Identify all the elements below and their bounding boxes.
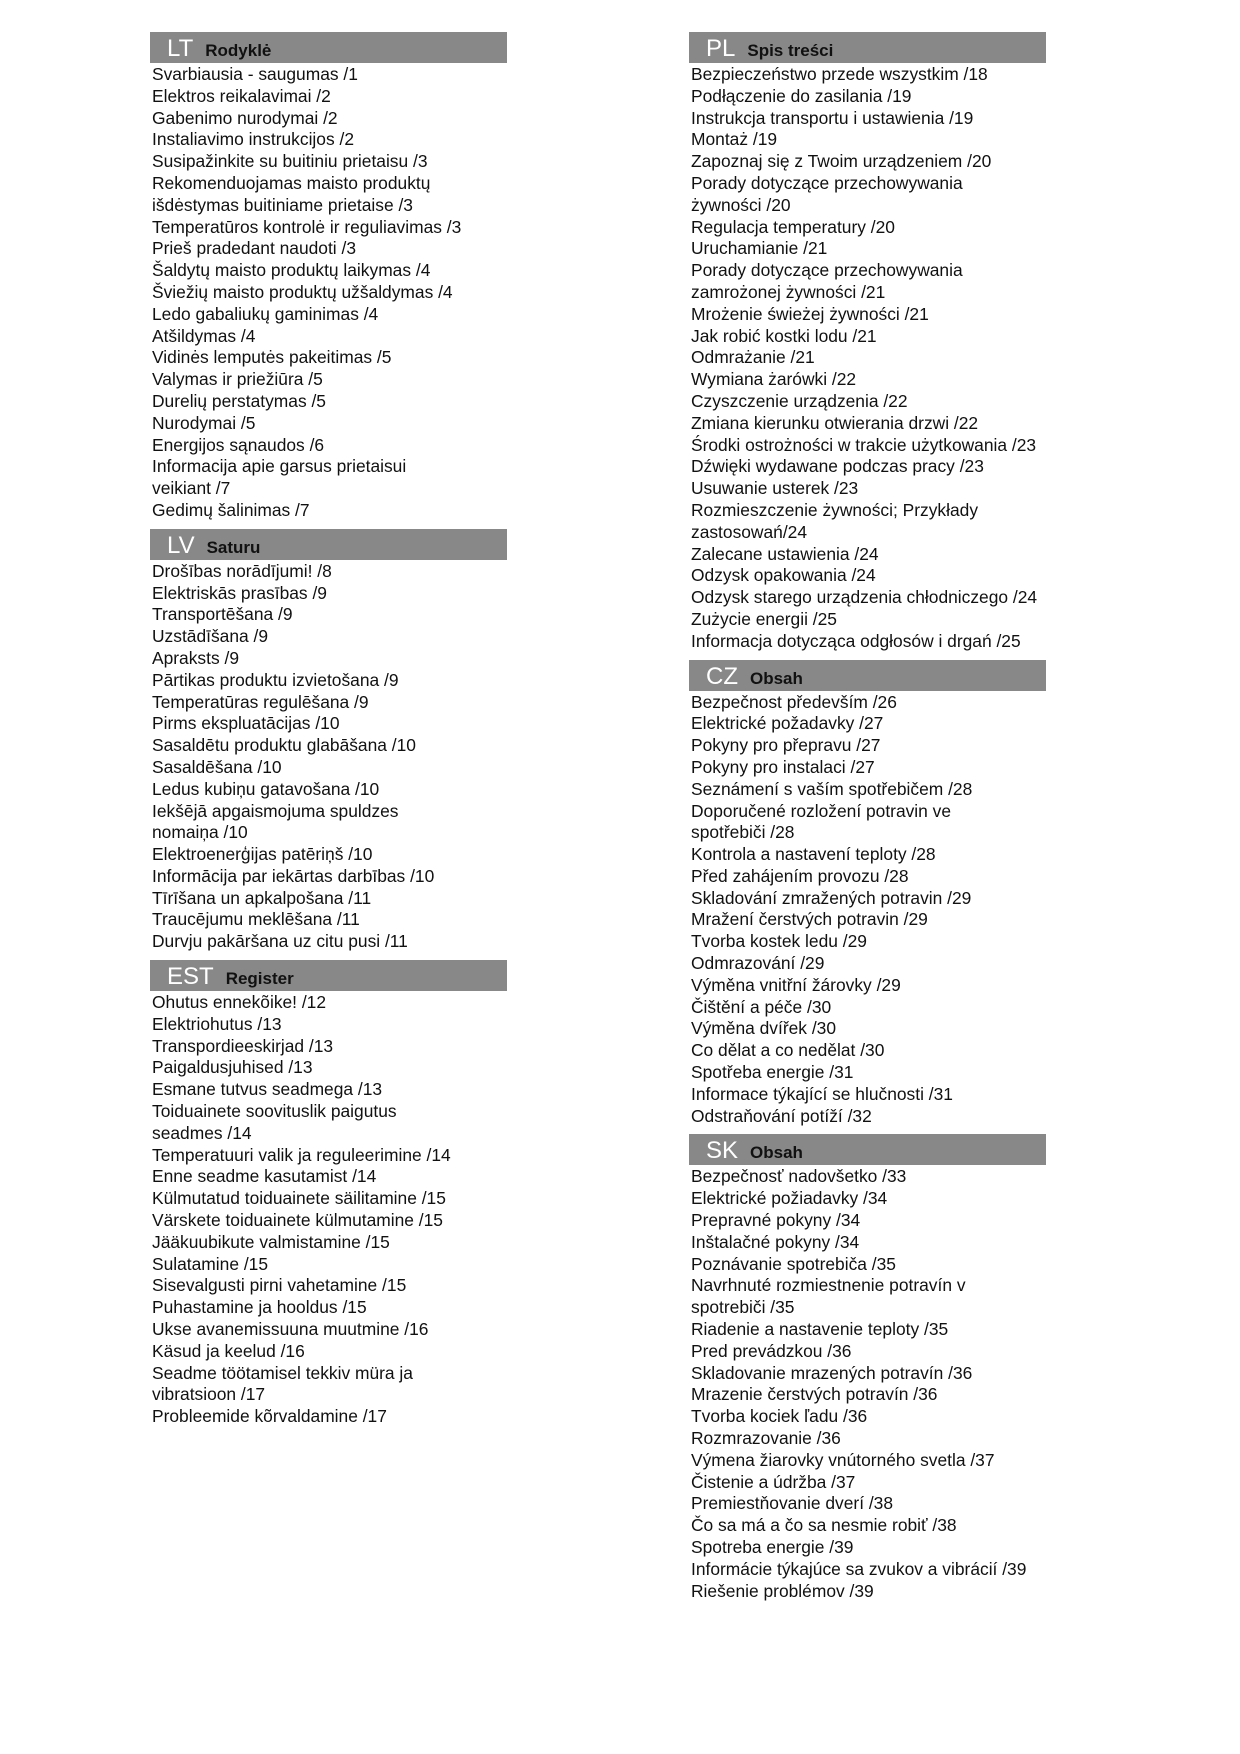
toc-entry: Rozmieszczenie żywności; Przykłady bbox=[691, 499, 979, 520]
toc-entry: Uruchamianie /21 bbox=[691, 238, 828, 259]
toc-entry: Transportēšana /9 bbox=[152, 604, 293, 625]
toc-entry: Elektrické požiadavky /34 bbox=[691, 1188, 888, 1209]
toc-entry: Puhastamine ja hooldus /15 bbox=[152, 1297, 367, 1318]
toc-entry: Prepravné pokyny /34 bbox=[691, 1210, 861, 1231]
toc-entry: Pokyny pro přepravu /27 bbox=[691, 735, 881, 756]
toc-entry: Riadenie a nastavenie teploty /35 bbox=[691, 1319, 949, 1340]
toc-entry: Esmane tutvus seadmega /13 bbox=[152, 1079, 383, 1100]
toc-section-lv bbox=[150, 529, 570, 953]
toc-entry: żywności /20 bbox=[691, 194, 791, 215]
toc-entry: Atšildymas /4 bbox=[152, 325, 256, 346]
toc-entry: Montaż /19 bbox=[691, 129, 778, 150]
toc-entry: nomaiņa /10 bbox=[152, 822, 248, 843]
toc-entry: Toiduainete soovituslik paigutus bbox=[152, 1101, 397, 1122]
toc-section-pl bbox=[689, 32, 1109, 653]
toc-entry: zastosowań/24 bbox=[691, 521, 808, 542]
toc-entry: Elektriohutus /13 bbox=[152, 1013, 282, 1034]
toc-entry: Seznámení s vaším spotřebičem /28 bbox=[691, 778, 973, 799]
toc-entry: Probleemide kõrvaldamine /17 bbox=[152, 1406, 387, 1427]
toc-entry: Usuwanie usterek /23 bbox=[691, 478, 859, 499]
right-column bbox=[689, 32, 1109, 1602]
section-title: Register bbox=[225, 969, 294, 989]
toc-entry: Bezpečnost především /26 bbox=[691, 691, 897, 712]
toc-entry: Czyszczenie urządzenia /22 bbox=[691, 390, 908, 411]
toc-entry: Pirms ekspluatācijas /10 bbox=[152, 713, 340, 734]
toc-entry: Prieš pradedant naudoti /3 bbox=[152, 238, 357, 259]
toc-entry: Výměna dvířek /30 bbox=[691, 1018, 836, 1039]
toc-entry: Spotreba energie /39 bbox=[691, 1537, 854, 1557]
toc-entry: Susipažinkite su buitiniu prietaisu /3 bbox=[152, 151, 428, 172]
section-header bbox=[150, 32, 507, 63]
section-header bbox=[689, 32, 1046, 63]
toc-section-est bbox=[150, 960, 570, 1428]
toc-entry: Wymiana żarówki /22 bbox=[691, 369, 857, 390]
toc-entry: Pokyny pro instalaci /27 bbox=[691, 756, 875, 777]
toc-entry: Odzysk starego urządzenia chłodniczego /24 bbox=[691, 587, 1038, 608]
toc-entry: išdėstymas buitiniame prietaise /3 bbox=[152, 194, 413, 215]
toc-entry: Nurodymai /5 bbox=[152, 412, 256, 433]
language-code: EST bbox=[167, 963, 214, 991]
toc-entry: Uzstādīšana /9 bbox=[152, 626, 269, 647]
toc-entry: Energijos sąnaudos /6 bbox=[152, 434, 325, 455]
toc-entry: Bezpieczeństwo przede wszystkim /18 bbox=[691, 64, 988, 84]
language-code: PL bbox=[706, 35, 736, 62]
toc-entry: Odmrazování /29 bbox=[691, 953, 825, 974]
toc-entry: Elektroenerģijas patēriņš /10 bbox=[152, 844, 373, 865]
toc-entry: Elektrické požadavky /27 bbox=[691, 713, 884, 734]
toc-entry: Podłączenie do zasilania /19 bbox=[691, 85, 912, 106]
toc-entry: Co dělat a co nedělat /30 bbox=[691, 1040, 885, 1061]
toc-entry: Dźwięki wydawane podczas pracy /23 bbox=[691, 456, 984, 477]
toc-entry: Čo sa má a čo sa nesmie robiť /38 bbox=[691, 1515, 957, 1536]
toc-entry: Ledo gabaliukų gaminimas /4 bbox=[152, 303, 379, 324]
section-title: Spis treści bbox=[747, 41, 834, 60]
left-column bbox=[150, 32, 570, 1428]
toc-entry: Pred prevádzkou /36 bbox=[691, 1340, 852, 1361]
section-title: Saturu bbox=[206, 537, 261, 557]
toc-entry: Valymas ir priežiūra /5 bbox=[152, 369, 323, 390]
toc-entry: Mrożenie świeżej żywności /21 bbox=[691, 303, 929, 324]
toc-entry: Tvorba kociek ľadu /36 bbox=[691, 1406, 868, 1427]
section-title: Rodyklė bbox=[205, 41, 272, 60]
toc-entry: Navrhnuté rozmiestnenie potravín v bbox=[691, 1275, 966, 1296]
toc-entry: Rozmrazovanie /36 bbox=[691, 1428, 841, 1449]
toc-entry: Tīrīšana un apkalpošana /11 bbox=[152, 887, 372, 908]
toc-entry: Temperatuuri valik ja reguleerimine /14 bbox=[152, 1144, 451, 1165]
section-header bbox=[689, 1134, 1046, 1165]
section-header bbox=[150, 960, 507, 991]
toc-entry: Temperatūros kontrolė ir reguliavimas /3 bbox=[152, 216, 462, 237]
toc-list bbox=[150, 64, 570, 522]
toc-entry: Transpordieeskirjad /13 bbox=[152, 1035, 334, 1056]
toc-entry: Zużycie energii /25 bbox=[691, 608, 837, 629]
language-code: SK bbox=[706, 1137, 739, 1165]
toc-entry: Svarbiausia - saugumas /1 bbox=[152, 64, 358, 84]
toc-entry: Výmena žiarovky vnútorného svetla /37 bbox=[691, 1449, 995, 1470]
section-title: Obsah bbox=[750, 668, 803, 688]
section-title: Obsah bbox=[750, 1143, 803, 1163]
toc-entry: Premiestňovanie dverí /38 bbox=[691, 1493, 894, 1514]
toc-section-lt bbox=[150, 32, 570, 522]
toc-entry: Čistenie a údržba /37 bbox=[691, 1471, 856, 1492]
toc-entry: Rekomenduojamas maisto produktų bbox=[152, 172, 431, 193]
toc-entry: Külmutatud toiduainete säilitamine /15 bbox=[152, 1188, 446, 1209]
toc-entry: Zapoznaj się z Twoim urządzeniem /20 bbox=[691, 151, 992, 172]
toc-entry: Jak robić kostki lodu /21 bbox=[691, 325, 877, 346]
toc-list bbox=[689, 64, 1109, 653]
language-code: LT bbox=[167, 35, 194, 62]
toc-entry: Ukse avanemissuuna muutmine /16 bbox=[152, 1319, 429, 1340]
toc-entry: Odstraňování potíží /32 bbox=[691, 1105, 872, 1126]
toc-entry: Zalecane ustawienia /24 bbox=[691, 543, 879, 564]
toc-entry: Gedimų šalinimas /7 bbox=[152, 499, 310, 520]
toc-entry: Elektros reikalavimai /2 bbox=[152, 85, 331, 106]
toc-entry: Regulacja temperatury /20 bbox=[691, 216, 895, 237]
toc-entry: Výměna vnitřní žárovky /29 bbox=[691, 974, 901, 995]
language-code: LV bbox=[167, 531, 195, 559]
toc-entry: spotřebiči /28 bbox=[691, 822, 795, 843]
toc-entry: Sulatamine /15 bbox=[152, 1253, 269, 1274]
toc-section-cz bbox=[689, 660, 1109, 1128]
toc-entry: Ohutus ennekõike! /12 bbox=[152, 992, 327, 1013]
toc-entry: Apraksts /9 bbox=[152, 647, 239, 668]
toc-entry: seadmes /14 bbox=[152, 1122, 252, 1143]
toc-entry: Inštalačné pokyny /34 bbox=[691, 1231, 860, 1252]
toc-entry: Sasaldētu produktu glabāšana /10 bbox=[152, 735, 416, 756]
toc-entry: Riešenie problémov /39 bbox=[691, 1580, 874, 1601]
language-code: CZ bbox=[706, 662, 738, 690]
toc-list bbox=[150, 561, 570, 953]
toc-list bbox=[689, 692, 1109, 1128]
toc-entry: Temperatūras regulēšana /9 bbox=[152, 691, 369, 712]
toc-entry: Skladovanie mrazených potravín /36 bbox=[691, 1362, 973, 1383]
toc-entry: Informācija par iekārtas darbības /10 bbox=[152, 865, 435, 886]
toc-entry: Kontrola a nastavení teploty /28 bbox=[691, 844, 936, 865]
toc-section-sk bbox=[689, 1134, 1109, 1602]
toc-list bbox=[689, 1166, 1109, 1602]
toc-entry: Mražení čerstvých potravin /29 bbox=[691, 909, 928, 930]
section-header bbox=[150, 529, 507, 560]
toc-entry: Enne seadme kasutamist /14 bbox=[152, 1166, 377, 1187]
toc-entry: Informacja dotycząca odgłosów i drgań /25 bbox=[691, 630, 1021, 651]
toc-entry: Porady dotyczące przechowywania bbox=[691, 172, 963, 193]
toc-entry: Tvorba kostek ledu /29 bbox=[691, 931, 867, 952]
toc-entry: veikiant /7 bbox=[152, 478, 231, 499]
toc-entry: Informacija apie garsus prietaisui bbox=[152, 456, 407, 477]
section-header bbox=[689, 660, 1046, 691]
toc-entry: Odzysk opakowania /24 bbox=[691, 565, 876, 586]
toc-entry: Instaliavimo instrukcijos /2 bbox=[152, 129, 354, 150]
toc-entry: Šviežių maisto produktų užšaldymas /4 bbox=[152, 281, 453, 302]
toc-entry: Vidinės lemputės pakeitimas /5 bbox=[152, 347, 392, 368]
toc-entry: Zmiana kierunku otwierania drzwi /22 bbox=[691, 412, 979, 433]
toc-entry: Sasaldēšana /10 bbox=[152, 756, 282, 777]
toc-list bbox=[150, 992, 570, 1428]
toc-entry: Paigaldusjuhised /13 bbox=[152, 1057, 313, 1078]
toc-entry: Doporučené rozložení potravin ve bbox=[691, 800, 952, 821]
toc-entry: Bezpečnosť nadovšetko /33 bbox=[691, 1166, 907, 1187]
toc-entry: Drošības norādījumi! /8 bbox=[152, 560, 332, 581]
toc-entry: Čištění a péče /30 bbox=[691, 996, 832, 1017]
toc-entry: Jääkuubikute valmistamine /15 bbox=[152, 1231, 390, 1252]
toc-entry: Seadme töötamisel tekkiv müra ja bbox=[152, 1362, 413, 1383]
toc-entry: Sisevalgusti pirni vahetamine /15 bbox=[152, 1275, 407, 1296]
toc-entry: Pārtikas produktu izvietošana /9 bbox=[152, 669, 399, 690]
toc-entry: Porady dotyczące przechowywania bbox=[691, 260, 963, 281]
toc-entry: Värskete toiduainete külmutamine /15 bbox=[152, 1210, 443, 1231]
toc-entry: zamrożonej żywności /21 bbox=[691, 281, 886, 302]
toc-entry: Gabenimo nurodymai /2 bbox=[152, 107, 338, 128]
toc-entry: Odmrażanie /21 bbox=[691, 347, 815, 368]
toc-entry: spotrebiči /35 bbox=[691, 1297, 795, 1318]
toc-entry: Ledus kubiņu gatavošana /10 bbox=[152, 778, 380, 799]
toc-entry: Poznávanie spotrebiča /35 bbox=[691, 1253, 896, 1274]
toc-entry: vibratsioon /17 bbox=[152, 1384, 266, 1405]
toc-entry: Traucējumu meklēšana /11 bbox=[152, 909, 360, 930]
toc-entry: Před zahájením provozu /28 bbox=[691, 865, 909, 886]
toc-entry: Mrazenie čerstvých potravín /36 bbox=[691, 1384, 938, 1405]
toc-entry: Käsud ja keelud /16 bbox=[152, 1340, 305, 1361]
toc-entry: Durvju pakāršana uz citu pusi /11 bbox=[152, 931, 408, 952]
toc-entry: Iekšējā apgaismojuma spuldzes bbox=[152, 800, 399, 821]
toc-entry: Spotřeba energie /31 bbox=[691, 1062, 854, 1083]
toc-entry: Skladování zmražených potravin /29 bbox=[691, 887, 972, 908]
toc-entry: Informácie týkajúce sa zvukov a vibrácií /39 bbox=[691, 1558, 1027, 1579]
toc-entry: Durelių perstatymas /5 bbox=[152, 390, 326, 411]
toc-entry: Šaldytų maisto produktų laikymas /4 bbox=[152, 260, 431, 281]
toc-entry: Instrukcja transportu i ustawienia /19 bbox=[691, 107, 974, 128]
toc-entry: Informace týkající se hlučnosti /31 bbox=[691, 1083, 953, 1104]
toc-entry: Środki ostrożności w trakcie użytkowania /23 bbox=[691, 434, 1037, 455]
toc-entry: Elektriskās prasības /9 bbox=[152, 582, 327, 603]
